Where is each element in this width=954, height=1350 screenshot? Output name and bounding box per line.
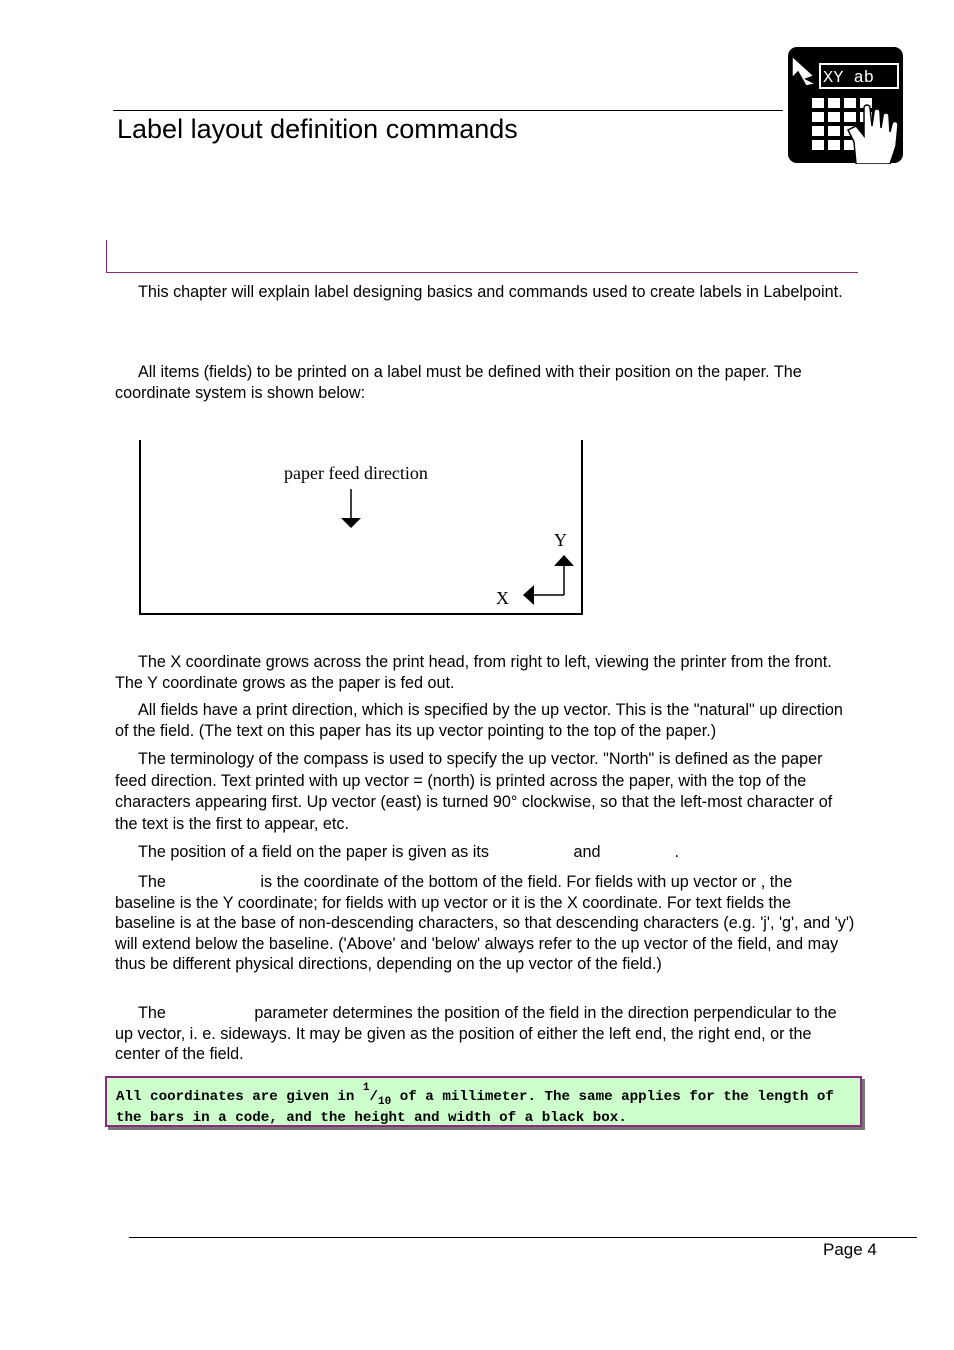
xy-calculator-logo-icon [786, 46, 904, 164]
note-box [105, 1076, 862, 1127]
page-number: Page 4 [823, 1240, 877, 1259]
print-direction-paragraph: All fields have a print direction, which is specified by the up vector. This is the "natural" up direction of the field. (The text on this paper has its up vector pointing to the top of the paper.) [115, 701, 843, 740]
feed-arrow-icon [341, 518, 361, 528]
footer-rule [129, 1237, 917, 1238]
y-arrow-icon [554, 555, 574, 566]
x-axis-label: X [496, 588, 509, 608]
sideways-paragraph: The parameter determines the position of the field in the direction perpendicular to the up vector, i. e. sideways. It may be given as the position of either the left end, the right end, or the center of the field. [115, 1004, 837, 1063]
section-heading-box [106, 240, 858, 273]
feed-direction-label: paper feed direction [284, 463, 428, 483]
page-title: Label layout definition commands [117, 114, 518, 144]
intro-paragraph: This chapter will explain label designing basics and commands used to create labels in Labelpoint. [138, 283, 843, 301]
coordinate-intro-paragraph: All items (fields) to be printed on a label must be defined with their position on the paper. The coordinate system is shown below: [115, 363, 802, 402]
xy-coordinate-paragraph: The X coordinate grows across the print head, from right to left, viewing the printer from the front. The Y coordinate grows as the paper is fed out. [115, 653, 832, 692]
logo-text: XY ab [823, 69, 875, 88]
x-arrow-icon [523, 585, 534, 605]
baseline-paragraph: The is the coordinate of the bottom of the field. For fields with up vector or , the baseline is the Y coordinate; for fields with up vector or it is the X coordinate. For text fields the baseline is at the base of non-descending characters, so that descending characters (e.g. 'j', 'g', and 'y') will extend below the baseline. ('Above' and 'below' always refer to the up vector of the field, and may thus be different physical directions, depending on the up vector of the field.) [115, 873, 855, 973]
field-position-paragraph: The position of a field on the paper is given as its and . [138, 843, 679, 861]
header-rule [113, 110, 783, 111]
compass-paragraph: The terminology of the compass is used to specify the up vector. "North" is defined as the paper feed direction. Text printed with up vector = (north) is printed across the paper, with the top of the characters appearing first. Up vector (east) is turned 90° clockwise, so that the left-most character of the text is the first to appear, etc. [115, 750, 833, 833]
note-text: All coordinates are given in $^1/_{10}$ of a millimeter. The same applies for the length of the bars in a code, and the height and width of a black box. [116, 1082, 834, 1126]
coordinate-system-diagram [138, 440, 584, 616]
y-axis-label: Y [554, 530, 567, 550]
